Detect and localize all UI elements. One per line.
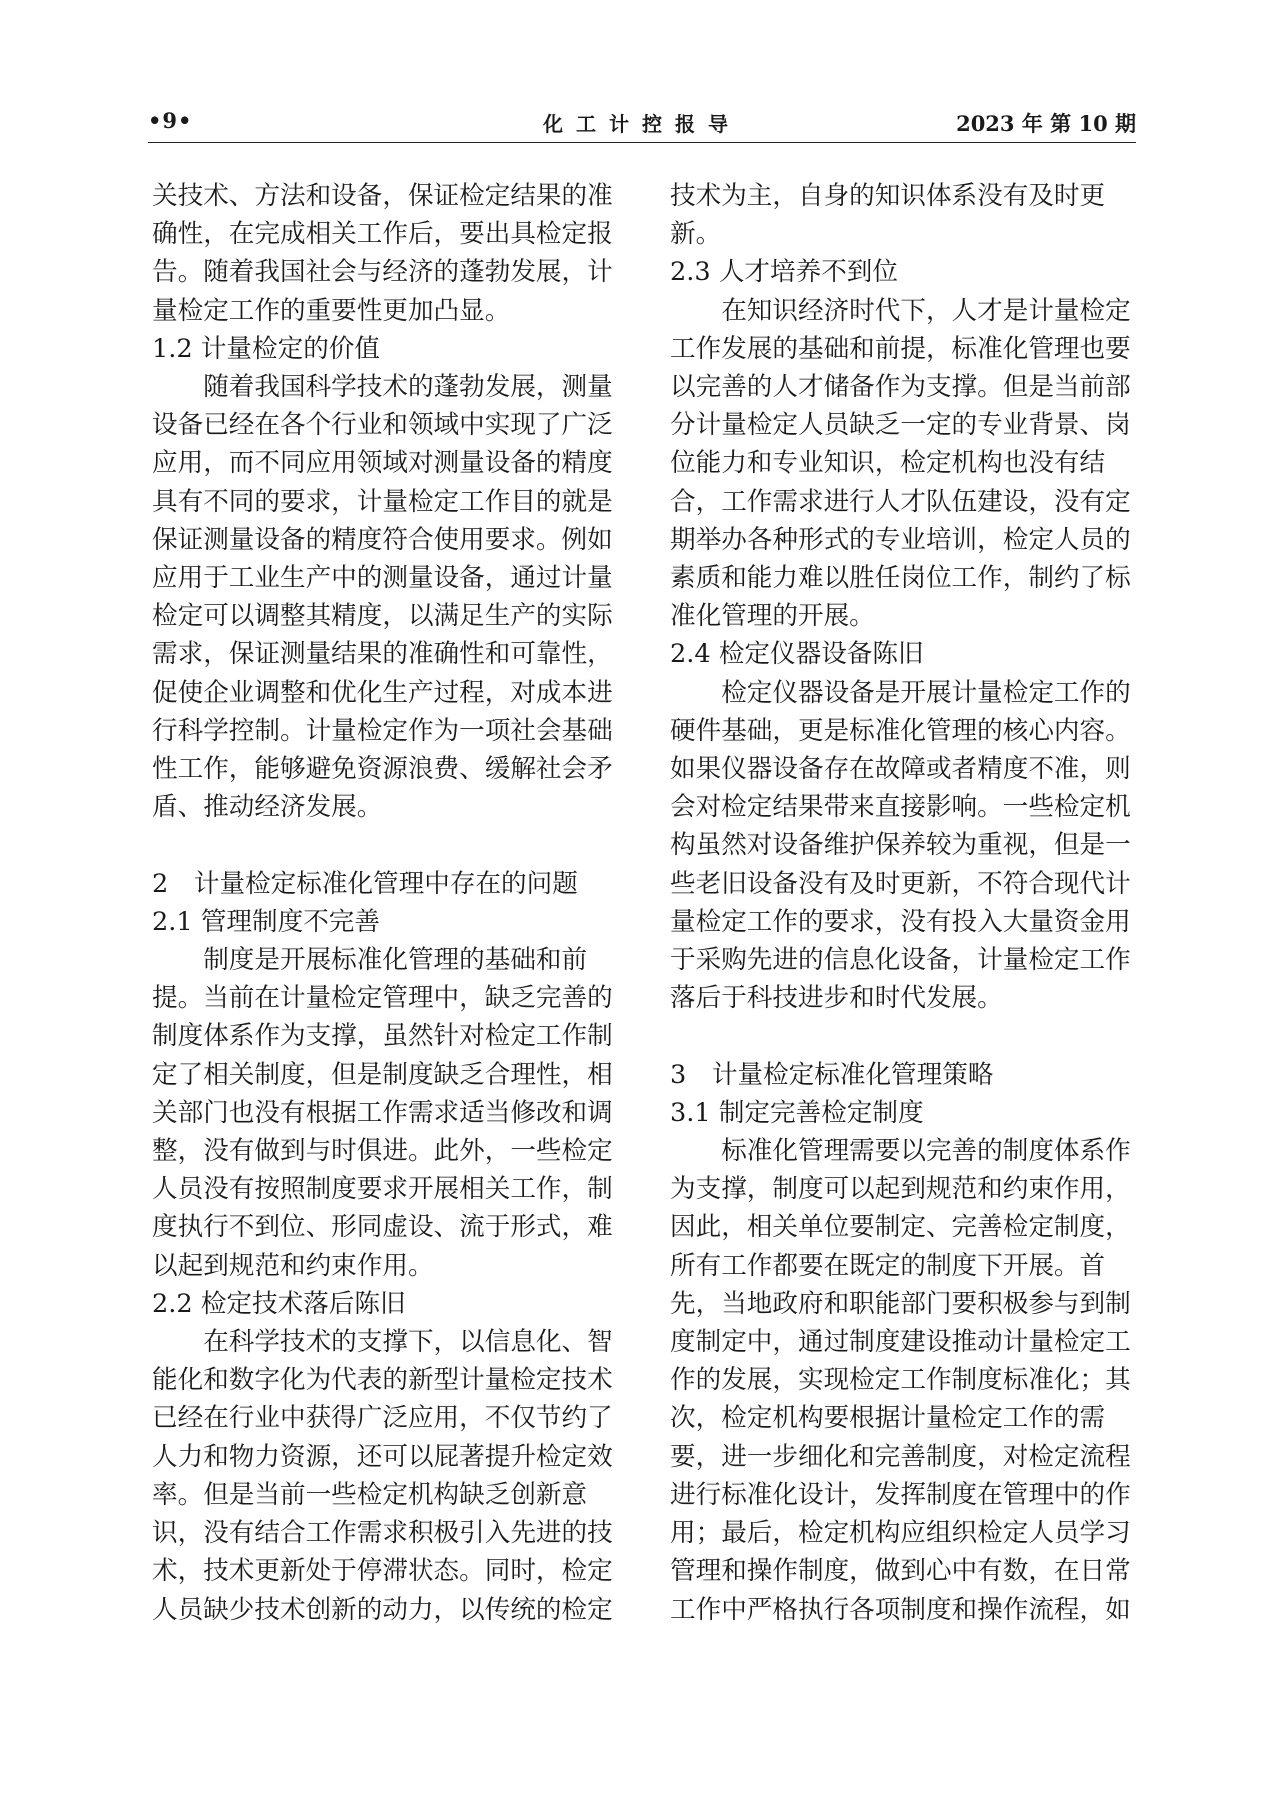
right-column [670,177,1136,1629]
page-header [148,106,1136,143]
section-spacer [670,1017,1136,1055]
subsection-heading-2-2: 2.2 检定技术落后陈旧 [152,1288,406,1319]
subsection-heading-1-2: 1.2 计量检定的价值 [152,333,380,364]
left-column [152,177,618,1629]
section-heading-3: 3 计量检定标准化管理策略 [670,1059,994,1090]
page-number: •9• [148,108,193,133]
section-spacer [152,826,618,864]
paragraph: 制度是开展标准化管理的基础和前提。当前在计量检定管理中，缺乏完善的制度体系作为支撑，虽然针对检定工作制定了相关制度，但是制度缺乏合理性，相关部门也没有根据工作需求适当修改和调整，没有做到与时俱进。此外，一些检定人员没有按照制度要求开展相关工作，制度执行不到位、形同虚设、流于形式，难以起到规范和约束作用。 [152,945,613,1281]
paragraph: 标准化管理需要以完善的制度体系作为支撑，制度可以起到规范和约束作用，因此，相关单位要制定、完善检定制度，所有工作都要在既定的制度下开展。首先，当地政府和职能部门要积极参与到制度制定中，通过制度建设推动计量检定工作的发展，实现检定工作制度标准化；其次，检定机构要根据计量检定工作的需要，进一步细化和完善制度，对检定流程进行标准化设计，发挥制度在管理中的作用；最后，检定机构应组织检定人员学习管理和操作制度，做到心中有数，在日常工作中严格执行各项制度和操作流程，如 [670,1136,1131,1625]
issue-info: 2023 年 第 10 期 [956,111,1136,136]
paragraph: 检定仪器设备是开展计量检定工作的硬件基础，更是标准化管理的核心内容。如果仪器设备存在故障或者精度不准，则会对检定结果带来直接影响。一些检定机构虽然对设备维护保养较为重视，但是一些老旧设备没有及时更新，不符合现代计量检定工作的要求，没有投入大量资金用于采购先进的信息化设备，计量检定工作落后于科技进步和时代发展。 [670,677,1131,1014]
paragraph: 随着我国科学技术的蓬勃发展，测量设备已经在各个行业和领域中实现了广泛应用，而不同应用领域对测量设备的精度具有不同的要求，计量检定工作目的就是保证测量设备的精度符合使用要求。例如应用于工业生产中的测量设备，通过计量检定可以调整其精度，以满足生产的实际需求，保证测量结果的准确性和可靠性，促使企业调整和优化生产过程，对成本进行科学控制。计量检定作为一项社会基础性工作，能够避免资源浪费、缓解社会矛盾、推动经济发展。 [152,372,613,823]
section-heading-2: 2 计量检定标准化管理中存在的问题 [152,868,578,899]
paragraph: 在知识经济时代下，人才是计量检定工作发展的基础和前提，标准化管理也要以完善的人才储备作为支撑。但是当前部分计量检定人员缺乏一定的专业背景、岗位能力和专业知识，检定机构也没有结合，工作需求进行人才队伍建设，没有定期举办各种形式的专业培训，检定人员的素质和能力难以胜任岗位工作，制约了标准化管理的开展。 [670,295,1131,632]
paragraph: 技术为主，自身的知识体系没有及时更新。 [670,181,1106,250]
paragraph: 在科学技术的支撑下，以信息化、智能化和数字化为代表的新型计量检定技术已经在行业中获得广泛应用，不仅节约了人力和物力资源，还可以屁著提升检定效率。但是当前一些检定机构缺乏创新意识，没有结合工作需求积极引入先进的技术，技术更新处于停滞状态。同时，检定人员缺少技术创新的动力，以传统的检定 [152,1327,613,1625]
subsection-heading-2-3: 2.3 人才培养不到位 [670,257,898,288]
subsection-heading-2-1: 2.1 管理制度不完善 [152,906,380,937]
subsection-heading-2-4: 2.4 检定仪器设备陈旧 [670,639,924,670]
journal-title: 化工计控报导 [543,112,741,136]
paragraph: 关技术、方法和设备，保证检定结果的准确性，在完成相关工作后，要出具检定报告。随着我国社会与经济的蓬勃发展，计量检定工作的重要性更加凸显。 [152,181,613,326]
subsection-heading-3-1: 3.1 制定完善检定制度 [670,1097,924,1128]
